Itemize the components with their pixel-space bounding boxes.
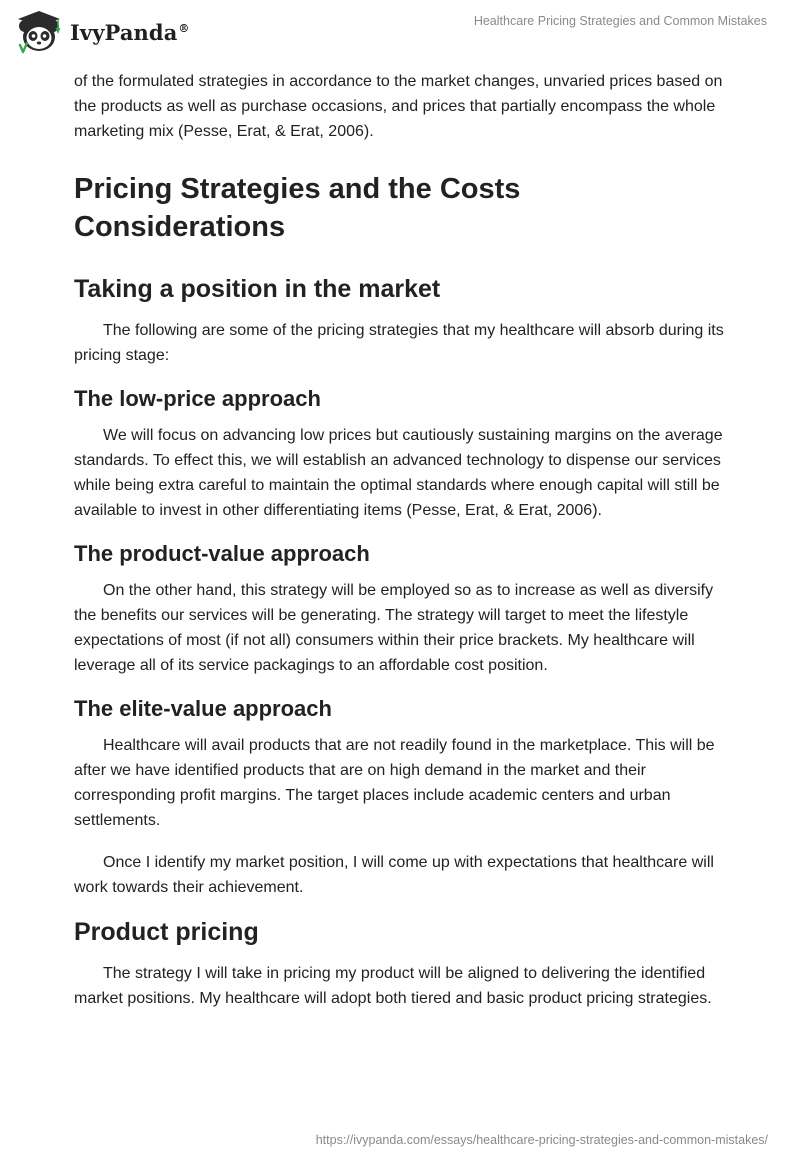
heading-low-price-approach: The low-price approach xyxy=(74,386,321,411)
product-value-paragraph: On the other hand, this strategy will be employed so as to increase as well as diversify the benefits our services will be generating. The strategy will target to meet the lifestyle expectations of most (if not all) consumers within their price brackets. My healthcare will leverage all of its service packagings to an affordable cost position. xyxy=(74,582,714,674)
heading-elite-value-approach: The elite-value approach xyxy=(74,696,332,721)
elite-value-paragraph-2: Once I identify my market position, I will come up with expectations that healthcare will work towards their achievement. xyxy=(74,854,714,896)
ivypanda-logo[interactable] xyxy=(14,8,190,56)
logo-text: IvyPanda® xyxy=(70,19,190,45)
product-pricing-paragraph: The strategy I will take in pricing my product will be aligned to delivering the identified market positions. My healthcare will adopt both tiered and basic product pricing strategies. xyxy=(74,965,712,1007)
market-position-paragraph: The following are some of the pricing strategies that my healthcare will absorb during its pricing stage: xyxy=(74,322,724,364)
subsection-heading-market-position: Taking a position in the market xyxy=(74,275,441,303)
panda-graduate-icon xyxy=(14,9,64,55)
source-url[interactable]: https://ivypanda.com/essays/healthcare-pricing-strategies-and-common-mistakes/ xyxy=(315,1133,768,1147)
heading-product-value-approach: The product-value approach xyxy=(74,541,370,566)
intro-paragraph: of the formulated strategies in accordance to the market changes, unvaried prices based on the products as well as purchase occasions, and prices that partially encompass the whole marketing mix (Pesse, Erat, & Erat, 2006). xyxy=(74,73,723,140)
document-title: Healthcare Pricing Strategies and Common Mistakes xyxy=(473,14,767,28)
article-content xyxy=(74,69,726,1028)
page-header xyxy=(0,0,800,64)
section-heading-pricing-strategies: Pricing Strategies and the Costs Considerations xyxy=(74,173,521,243)
registered-mark: ® xyxy=(178,21,190,35)
subsection-heading-product-pricing: Product pricing xyxy=(74,918,259,946)
low-price-paragraph: We will focus on advancing low prices but cautiously sustaining margins on the average standards. To effect this, we will establish an advanced technology to dispense our services while being extra careful to maintain the optimal standards where enough capital will still be available to invest in other differentiating items (Pesse, Erat, & Erat, 2006). xyxy=(74,427,723,519)
elite-value-paragraph-1: Healthcare will avail products that are not readily found in the marketplace. This will be after we have identified products that are on high demand in the market and their corresponding profit margins. The target places include academic centers and urban settlements. xyxy=(74,737,715,829)
